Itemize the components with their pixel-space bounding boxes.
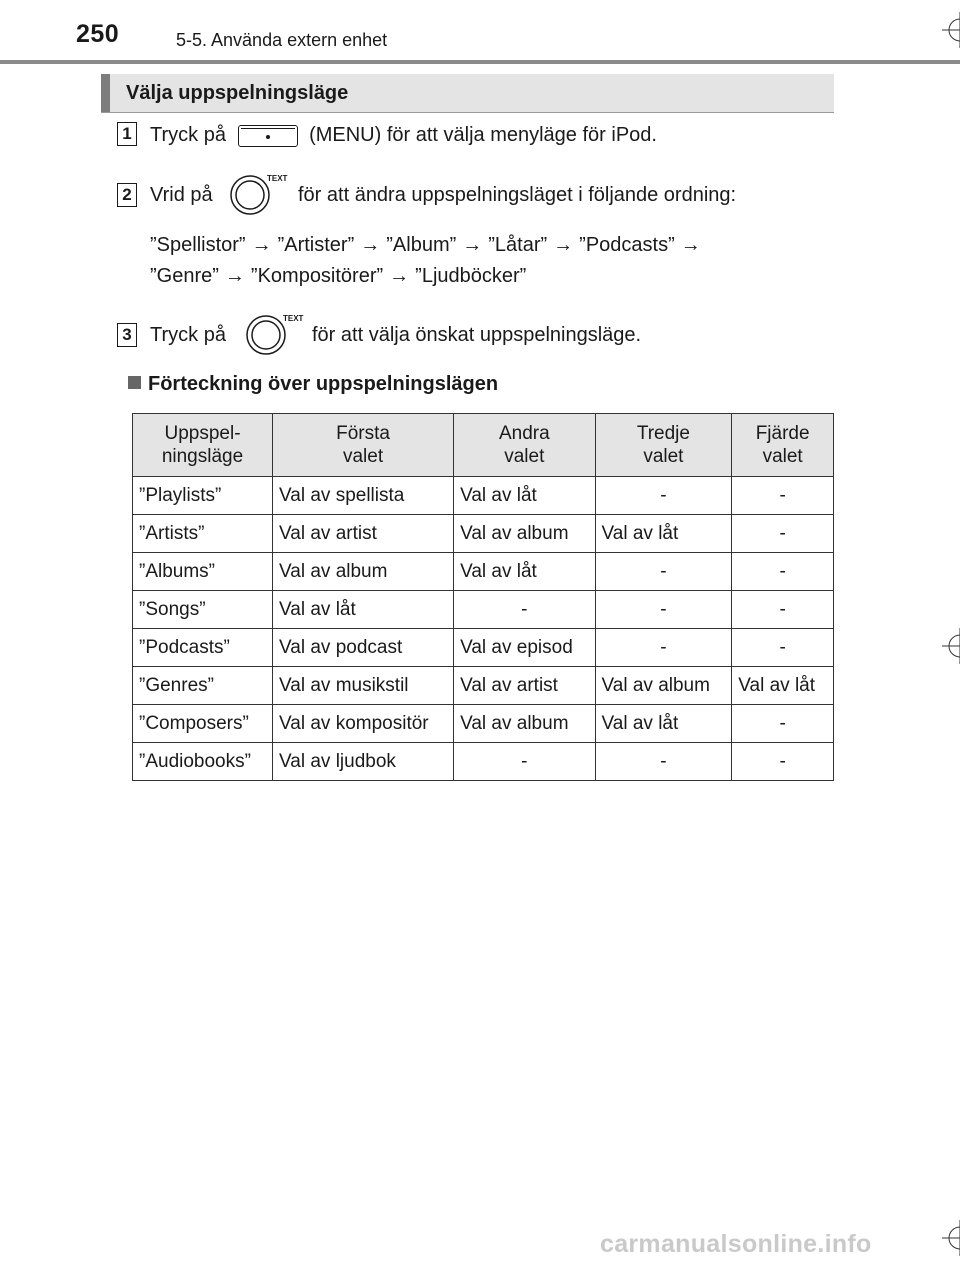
step-number-2: 2 [117,183,137,207]
table-cell: - [732,477,834,515]
sequence-item: ”Låtar” [488,234,548,256]
arrow-right-icon: → [251,234,272,256]
section-accent [101,74,110,112]
table-cell: Val av album [595,667,732,705]
step-number-3: 3 [117,323,137,347]
table-cell: Val av artist [454,667,595,705]
table-cell: ”Songs” [133,591,273,629]
table-cell: ”Composers” [133,705,273,743]
table-cell: ”Playlists” [133,477,273,515]
arrow-right-icon: → [680,234,701,256]
arrow-right-icon: → [224,265,245,287]
table-cell: Val av album [273,553,454,591]
crosshair-mark-bottom-icon [942,1220,960,1256]
table-cell: Val av episod [454,629,595,667]
table-cell: - [454,743,595,781]
playback-modes-table [132,413,834,781]
table-cell: - [732,553,834,591]
table-cell: ”Audiobooks” [133,743,273,781]
column-header [273,414,454,477]
table-cell: Val av ljudbok [273,743,454,781]
sequence-item: ”Ljudböcker” [415,265,527,287]
step-1-after: (MENU) för att välja menyläge för iPod. [309,124,657,146]
step-1-before: Tryck på [150,124,226,146]
table-row [133,477,834,515]
table-row [133,553,834,591]
column-header [732,414,834,477]
step-1-text [150,124,657,147]
table-cell: - [595,477,732,515]
table-cell: Val av kompositör [273,705,454,743]
table-cell: Val av låt [595,515,732,553]
step-2-before: Vrid på [150,184,213,206]
arrow-right-icon: → [389,265,410,287]
table-cell: - [732,629,834,667]
step-2-after: för att ändra uppspelningsläget i följande ordning: [298,184,737,206]
section-title: Välja uppspelningsläge [126,82,349,104]
step-number-1: 1 [117,122,137,146]
table-header-row [133,414,834,477]
sequence-item: ”Podcasts” [579,234,675,256]
table-cell: Val av album [454,515,595,553]
tune-knob-icon [244,312,304,358]
table-cell: Val av spellista [273,477,454,515]
knob-label: TEXT [267,174,288,183]
sequence-item: ”Genre” [150,265,219,287]
sequence-line-2 [150,265,526,288]
table-cell: ”Albums” [133,553,273,591]
bullet-square-icon [128,376,141,389]
chapter-title: 5-5. Använda extern enhet [176,30,388,50]
column-header-line: Uppspel- [164,423,241,444]
table-body [133,477,834,781]
column-header-line: Andra [498,423,550,444]
sequence-item: ”Artister” [277,234,355,256]
table-row [133,629,834,667]
sequence-item: ”Album” [386,234,457,256]
table-cell: - [595,629,732,667]
table-cell: Val av låt [454,477,595,515]
column-header-line: valet [504,446,545,467]
table-subheading [128,373,498,396]
step-3-before: Tryck på [150,324,226,346]
table-cell: Val av album [454,705,595,743]
subheading-text: Förteckning över uppspelningslägen [148,373,499,395]
arrow-right-icon: → [553,234,574,256]
step-3-after: för att välja önskat uppspelningsläge. [312,324,642,346]
tune-knob-icon [228,172,288,218]
column-header-line: valet [762,446,803,467]
table-cell: Val av musikstil [273,667,454,705]
menu-button-icon [238,125,298,147]
table-cell: Val av låt [732,667,834,705]
table-cell: Val av låt [454,553,595,591]
table-row [133,743,834,781]
table-cell: - [732,743,834,781]
table-row [133,591,834,629]
arrow-right-icon: → [462,234,483,256]
column-header-line: valet [342,446,384,467]
table-cell: ”Podcasts” [133,629,273,667]
table-cell: - [595,743,732,781]
column-header-line: valet [643,446,684,467]
table-row [133,667,834,705]
header-rule [0,60,960,64]
section-header [101,74,834,113]
table-cell: - [595,553,732,591]
table-cell: - [732,515,834,553]
table-cell: ”Artists” [133,515,273,553]
column-header [133,414,273,477]
page-number: 250 [76,20,120,48]
column-header [595,414,732,477]
column-header [454,414,595,477]
table-cell: Val av låt [595,705,732,743]
table-cell: - [454,591,595,629]
sequence-line-1 [150,234,707,257]
table-cell: Val av låt [273,591,454,629]
table-row [133,515,834,553]
knob-label: TEXT [283,314,304,323]
table-cell: ”Genres” [133,667,273,705]
watermark: carmanualsonline.info [600,1230,872,1258]
table-cell: - [732,705,834,743]
column-header-line: Fjärde [755,423,810,444]
column-header-line: Tredje [636,423,690,444]
sequence-item: ”Kompositörer” [250,265,384,287]
table-cell: Val av artist [273,515,454,553]
crosshair-mark-middle-icon [942,628,960,664]
column-header-line: ningsläge [161,446,244,467]
sequence-item: ”Spellistor” [150,234,246,256]
table-cell: - [595,591,732,629]
column-header-line: Första [336,423,390,444]
crosshair-mark-top-icon [942,12,960,48]
table-cell: - [732,591,834,629]
table-cell: Val av podcast [273,629,454,667]
table-row [133,705,834,743]
arrow-right-icon: → [360,234,381,256]
